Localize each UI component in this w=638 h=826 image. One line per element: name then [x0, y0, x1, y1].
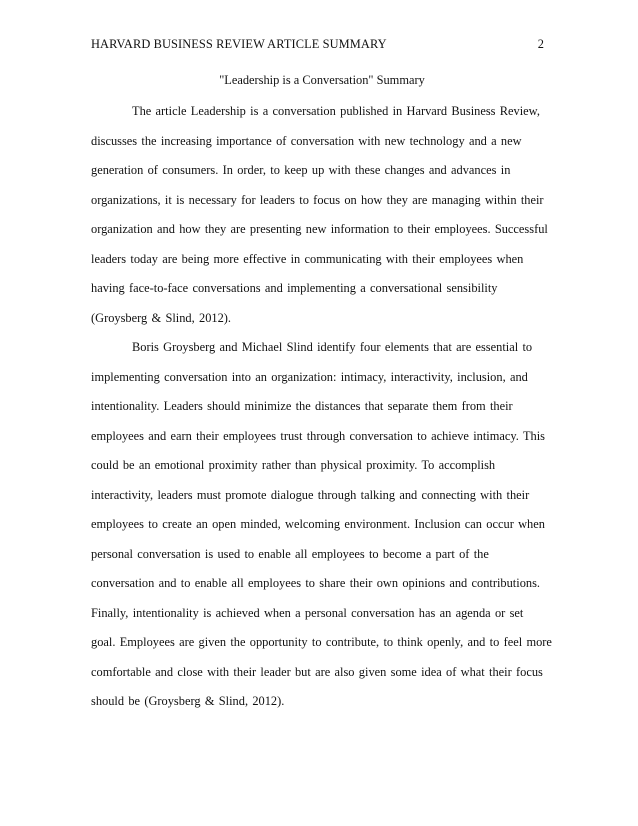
- paragraph-line: (Groysberg & Slind, 2012).: [91, 311, 232, 325]
- paragraph-line: conversation and to enable all employees to share their own opinions and contributions.: [91, 576, 540, 590]
- paragraph-line: goal. Employees are given the opportunity to contribute, to think openly, and to feel more: [91, 635, 552, 649]
- paragraph-line: generation of consumers. In order, to keep up with these changes and advances in: [91, 163, 511, 177]
- paragraph-line: leaders today are being more effective in communicating with their employees when: [91, 252, 524, 266]
- paragraph-line: employees and earn their employees trust through conversation to achieve intimacy. This: [91, 429, 545, 443]
- document-title: "Leadership is a Conversation" Summary: [219, 73, 425, 87]
- running-head: HARVARD BUSINESS REVIEW ARTICLE SUMMARY: [91, 37, 387, 51]
- paragraph-line: organization and how they are presenting new information to their employees. Successful: [91, 222, 548, 236]
- paragraph-line: Boris Groysberg and Michael Slind identify four elements that are essential to: [132, 340, 533, 354]
- paragraph-line: discusses the increasing importance of conversation with new technology and a new: [91, 134, 522, 148]
- paragraph-line: intentionality. Leaders should minimize the distances that separate them from their: [91, 399, 513, 413]
- page-number: 2: [537, 37, 544, 51]
- paragraph-line: Finally, intentionality is achieved when a personal conversation has an agenda or set: [91, 606, 524, 620]
- paragraph-line: organizations, it is necessary for leaders to focus on how they are managing within their: [91, 193, 544, 207]
- paragraph-line: The article Leadership is a conversation published in Harvard Business Review,: [132, 104, 540, 118]
- paragraph-line: personal conversation is used to enable all employees to become a part of the: [91, 547, 489, 561]
- paragraph-line: should be (Groysberg & Slind, 2012).: [91, 694, 285, 708]
- paragraph-line: could be an emotional proximity rather than physical proximity. To accomplish: [91, 458, 496, 472]
- paragraph-line: comfortable and close with their leader but are also given some idea of what their focus: [91, 665, 543, 679]
- paragraph-line: implementing conversation into an organization: intimacy, interactivity, inclusion, and: [91, 370, 528, 384]
- paragraph-line: interactivity, leaders must promote dialogue through talking and connecting with their: [91, 488, 530, 502]
- paragraph-line: having face-to-face conversations and implementing a conversational sensibility: [91, 281, 498, 295]
- paragraph-line: employees to create an open minded, welcoming environment. Inclusion can occur when: [91, 517, 545, 531]
- page-header: [91, 37, 544, 55]
